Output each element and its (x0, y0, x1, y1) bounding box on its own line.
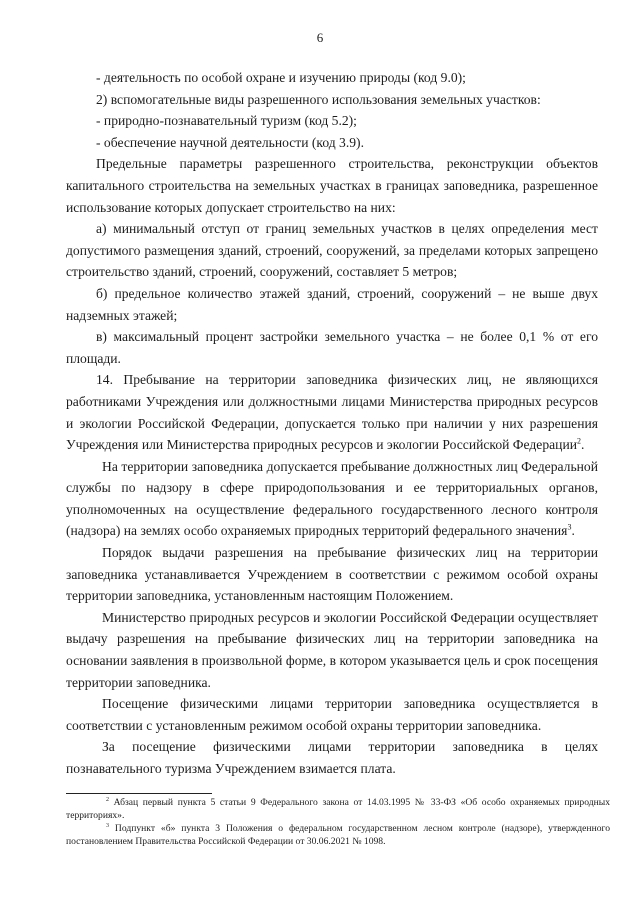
paragraph-floors: б) предельное количество этажей зданий, строений, сооружений – не выше двух надземных этажей; (66, 285, 598, 323)
list-item-activity: - деятельность по особой охране и изучению природы (код 9.0); (96, 70, 466, 85)
footnote-ref-3: 3 (567, 522, 572, 532)
list-item-science: - обеспечение научной деятельности (код 3.9). (96, 134, 364, 150)
paragraph-14-stay: 14. Пребывание на территории заповедника физических лиц, не являющихся работниками Учреждения или должностными лицами Министерства природных ресурсов и экологии Российской Федерации, допускается только при наличии у них разрешения Учреждения или Министерства природных ресурсов и экологии Российской Федерации$^2$. (66, 372, 598, 453)
document-body (66, 67, 598, 780)
paragraph-officials-text: На территории заповедника допускается пребывание должностных лиц Федеральной службы по надзору в сфере природопользования и ее территориальных органов, уполномоченных на осуществление федерального государственного лесного контроля (надзора) на землях особо охраняемых природных территорий федерального значения (66, 458, 598, 539)
paragraph-ministry-permit: Министерство природных ресурсов и экологии Российской Федерации осуществляет выдачу разрешения на пребывание физических лиц на территории заповедника на основании заявления в произвольной форме, в котором указывается цель и срок посещения территории заповедника. (66, 609, 598, 690)
paragraph-14-text: 14. Пребывание на территории заповедника физических лиц, не являющихся работниками Учреждения или должностными лицами Министерства природных ресурсов и экологии Российской Федерации, допускается только при наличии у них разрешения Учреждения или Министерства природных ресурсов и экологии Российской Федерации (66, 372, 598, 453)
footnote-ref-2: 2 (577, 436, 581, 446)
footnote-mark-2: 2 (106, 796, 109, 803)
list-item-auxiliary-uses: 2) вспомогательные виды разрешенного использования земельных участков: (96, 91, 541, 107)
footnote-divider (66, 793, 212, 794)
footnote-text-3: Подпункт «б» пункта 3 Положения о федеральном государственном лесном контроле (надзоре), утвержденного постановлением Правительства Российской Федерации от 30.06.2021 № 1098. (66, 823, 610, 847)
paragraph-visit-regime: Посещение физическими лицами территории заповедника осуществляется в соответствии с установленным режимом особой охраны территории заповедника. (66, 696, 598, 733)
list-item-tourism: - природно-познавательный туризм (код 5.2); (96, 113, 357, 129)
paragraph-officials: На территории заповедника допускается пребывание должностных лиц Федеральной службы по надзору в сфере природопользования и ее территориальных органов, уполномоченных на осуществление федерального государственного лесного контроля (надзора) на землях особо охраняемых природных территорий федерального значения$^3$. (66, 458, 598, 539)
paragraph-permit-order: Порядок выдачи разрешения на пребывание физических лиц на территории заповедника устанавливается Учреждением в соответствии с режимом особой охраны территории заповедника, установленным настоящим Положением. (66, 545, 598, 604)
footnote-mark-3: 3 (106, 822, 109, 829)
footnotes (66, 796, 610, 848)
footnote-text-2: Абзац первый пункта 5 статьи 9 Федерального закона от 14.03.1995 № 33-ФЗ «Об особо охраняемых природных территориях». (66, 797, 611, 821)
page-number: 6 (316, 30, 324, 45)
footnote-3 (66, 822, 610, 848)
paragraph-coverage: в) максимальный процент застройки земельного участка – не более 0,1 % от его площади. (66, 329, 598, 366)
paragraph-fee: За посещение физическими лицами территории заповедника в целях познавательного туризма Учреждением взимается плата. (66, 739, 598, 776)
paragraph-limit-parameters: Предельные параметры разрешенного строительства, реконструкции объектов капитального строительства на земельных участках в границах заповедника, разрешенное использование которых допускает строительство на них: (66, 156, 598, 215)
paragraph-setback: а) минимальный отступ от границ земельных участков в целях определения мест допустимого размещения зданий, строений, сооружений, за пределами которых запрещено строительство зданий, строений, сооружений, составляет 5 метров; (66, 221, 598, 280)
footnote-2 (66, 796, 610, 822)
